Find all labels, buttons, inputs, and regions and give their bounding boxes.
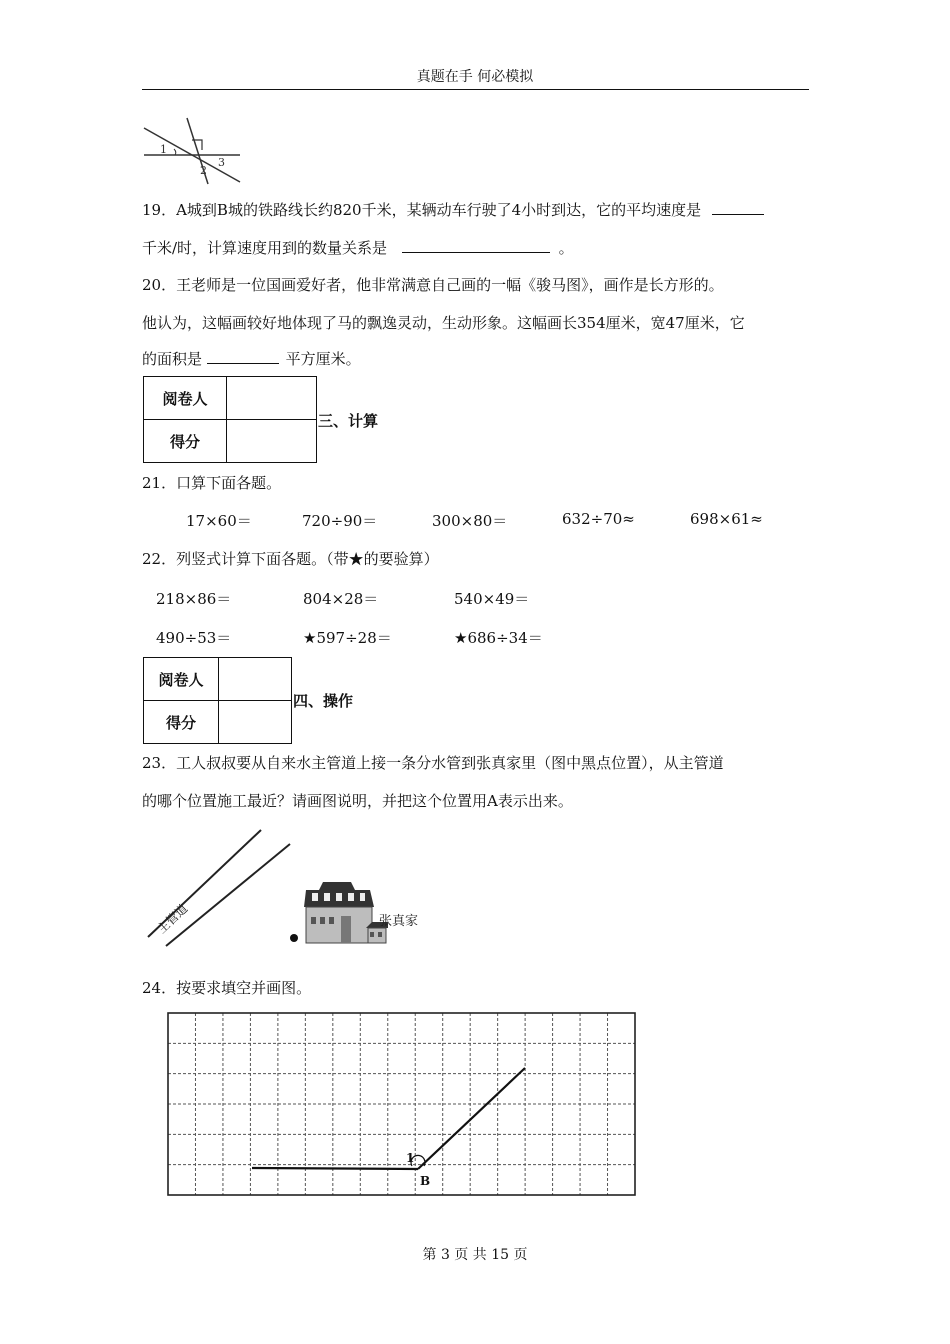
section4-score-cell[interactable]	[219, 701, 292, 744]
q22-item-6: ★686÷34＝	[454, 629, 543, 647]
section3-score-table	[143, 376, 317, 463]
section4-reviewer-cell[interactable]	[219, 658, 292, 701]
q18-angle-arc	[174, 149, 176, 155]
q18-label-1: 1	[160, 143, 167, 156]
section3-reviewer-cell[interactable]	[227, 377, 317, 420]
section4-reviewer-label: 阅卷人	[144, 658, 219, 701]
q20-text3b: 平方厘米。	[285, 350, 361, 368]
section4-score-table	[143, 657, 292, 744]
house-icon	[304, 882, 388, 943]
section3-score-cell[interactable]	[227, 420, 317, 463]
q19-relation-blank[interactable]	[402, 252, 550, 253]
q20-line2: 他认为，这幅画较好地体现了马的飘逸灵动，生动形象。这幅画长354厘米，宽47厘米，它	[142, 314, 745, 332]
q22-prompt: 22．列竖式计算下面各题。（带★的要验算）	[142, 550, 439, 568]
ray-horizontal	[252, 1168, 418, 1169]
point-b-label: B	[420, 1174, 431, 1188]
q24-prompt: 24．按要求填空并画图。	[142, 979, 312, 997]
q18-label-3: 3	[218, 156, 225, 169]
q22-item-1: 218×86＝	[156, 590, 232, 608]
section3-title: 三、计算	[318, 412, 379, 430]
pipe-label: 主管道	[154, 901, 191, 937]
section3-score-label: 得分	[144, 420, 227, 463]
section4-score-label: 得分	[144, 701, 219, 744]
q20-text3a: 的面积是	[142, 350, 203, 368]
angle-1-label: 1	[406, 1151, 415, 1165]
q19-text2b: 。	[558, 239, 574, 257]
house-label: 张真家	[379, 914, 419, 929]
q20-area-blank[interactable]	[207, 363, 279, 364]
q21-item-3: 300×80＝	[432, 512, 508, 530]
q23-line1: 23．工人叔叔要从自来水主管道上接一条分水管到张真家里（图中黑点位置），从主管道	[142, 754, 724, 772]
q19-speed-blank[interactable]	[712, 214, 764, 215]
section3-reviewer-label: 阅卷人	[144, 377, 227, 420]
q22-item-4: 490÷53＝	[156, 629, 232, 647]
q22-item-3: 540×49＝	[454, 590, 530, 608]
q19-line1	[142, 199, 764, 220]
grid-lines	[168, 1013, 635, 1195]
q19-text2a: 千米/时，计算速度用到的数量关系是	[142, 239, 388, 257]
page-header: 真题在手 何必模拟	[416, 69, 534, 85]
q23-line2: 的哪个位置施工最近？请画图说明，并把这个位置用A表示出来。	[142, 792, 573, 810]
q22-item-5: ★597÷28＝	[303, 629, 392, 647]
pipe-line-lower	[166, 844, 290, 946]
q21-item-2: 720÷90＝	[302, 512, 378, 530]
ray-diagonal	[418, 1068, 525, 1169]
q24-grid-figure	[164, 1010, 638, 1200]
house-location-dot	[290, 934, 298, 942]
q21-item-4: 632÷70≈	[562, 510, 635, 528]
q19-text1: 19．A城到B城的铁路线长约820千米，某辆动车行驶了4小时到达，它的平均速度是	[142, 201, 702, 219]
q20-line3	[142, 348, 361, 369]
q23-figure	[142, 826, 442, 952]
page-footer: 第 3 页 共 15 页	[422, 1247, 528, 1263]
q18-label-2: 2	[200, 164, 207, 177]
header-rule	[142, 89, 809, 90]
q18-angle-figure	[142, 116, 242, 188]
q21-prompt: 21．口算下面各题。	[142, 474, 282, 492]
section4-title: 四、操作	[293, 692, 354, 710]
q20-line1: 20．王老师是一位国画爱好者，他非常满意自己画的一幅《骏马图》，画作是长方形的。	[142, 276, 724, 294]
q21-item-5: 698×61≈	[690, 510, 763, 528]
q21-item-1: 17×60＝	[186, 512, 252, 530]
q22-item-2: 804×28＝	[303, 590, 379, 608]
q19-line2	[142, 237, 574, 258]
